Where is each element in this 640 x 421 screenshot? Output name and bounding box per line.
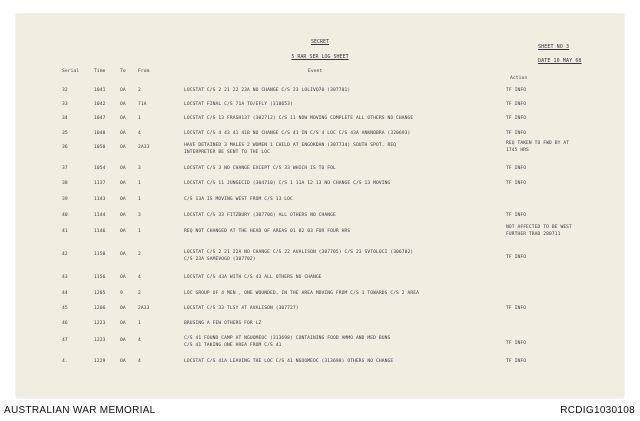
entry-time: 1042 (94, 102, 106, 107)
entry-time: 1206 (94, 306, 106, 311)
entry-event-line: INTERPRETER BE SENT TO THE LOC (184, 150, 270, 155)
col-from: From (138, 69, 150, 74)
entry-serial: 33 (62, 102, 68, 107)
entry-serial: 36 (62, 145, 68, 150)
col-event: Event (308, 69, 323, 74)
entry-from: 1 (138, 181, 141, 186)
entry-from: 3 (138, 213, 141, 218)
entry-to: OA (120, 252, 126, 257)
col-time: Time (94, 69, 106, 74)
document-sheet (16, 14, 624, 398)
sheet-number: SHEET NO 3 (538, 44, 570, 50)
entry-from: 3 (138, 166, 141, 171)
entry-to: OA (120, 213, 126, 218)
entry-serial: 47 (62, 338, 68, 343)
entry-time: 1229 (94, 359, 106, 364)
entry-serial: 45 (62, 306, 68, 311)
entry-event-line: LOC GROUP OF 4 MEN , ONE WOUNDED, IN THE AREA MOVING FROM C/S 1 TOWARDS C/S 2 AREA (184, 291, 419, 296)
entry-event-line: HAVE DETAINED 3 MALES 2 WOMEN 1 CHILD AT ENGOKDAN (307734) SOUTH SPOT. REQ (184, 143, 397, 148)
entry-to: OA (120, 275, 126, 280)
log-sheet-title: 5 RAR SER LOG SHEET (291, 54, 349, 60)
entry-action-line: NOT AFFECTED TO BE WEST (506, 225, 572, 230)
entry-event-line: C/S 13A IS MOVING WEST FROM C/S 13 LOC (184, 197, 293, 202)
entry-time: 1223 (94, 338, 106, 343)
archive-name: AUSTRALIAN WAR MEMORIAL (4, 405, 156, 416)
entry-event-line: REQ NOT CHANGED AT THE HEAD OF AREAS 01 02 03 FOR FOUR HRS (184, 229, 351, 234)
entry-to: OA (120, 306, 126, 311)
entry-serial: 34 (62, 116, 68, 121)
entry-event-line: C/S 41 FOUND CAMP AT NGUOMEOC (313698) CONTAINING FOOD AMMO AND MED BUNS (184, 336, 391, 341)
entry-to: OA (120, 229, 126, 234)
entry-from: 4 (138, 275, 141, 280)
entry-event-line: LOCSTAT C/S 33 TLSY AT AVALISON (307727) (184, 306, 299, 311)
entry-time: 1146 (94, 229, 106, 234)
entry-event-line: LOCSTAT FINAL C/S 71A TO/EFLY (318653) (184, 102, 293, 107)
entry-serial: 46 (62, 321, 68, 326)
entry-serial: 44 (62, 291, 68, 296)
entry-to: OA (120, 321, 126, 326)
entry-time: 1047 (94, 116, 106, 121)
entry-from: 1 (138, 116, 141, 121)
entry-from: 2 (138, 291, 141, 296)
entry-time: 1223 (94, 321, 106, 326)
entry-from: 71A (138, 102, 147, 107)
entry-time: 1143 (94, 197, 106, 202)
entry-time: 1137 (94, 181, 106, 186)
classification-heading: SECRET (310, 39, 330, 45)
entry-serial: 40 (62, 213, 68, 218)
entry-action-line: TF INFO (506, 359, 527, 364)
entry-event-line: LOCSTAT C/S 13 FRASH137 (302712) C/S 11 NOW MOVING COMPLETE ALL OTHERS NO CHANGE (184, 116, 414, 121)
entry-to: OA (120, 166, 126, 171)
entry-event-line: C/S 23A SAMEVOGO (307702) (184, 257, 256, 262)
entry-from: 2 (138, 252, 141, 257)
entry-event-line: LOCSTAT C/S 2 21 22A NO CHANGE C/S 22 AVALISON (307705) C/S 23 SVTOLOCI (306702) (184, 250, 414, 255)
entry-event-line: LOCSTAT C/S 4 43 41 41B NO CHANGE C/S 41 IN C/S 4 LOC C/S 43A ANKNOBRA (320693) (184, 131, 411, 136)
entry-event-line: C/S 41 TAKING ONE AREA FROM C/S 41 (184, 343, 282, 348)
entry-event-line: BRUSING A FEW OTHERS FOR LZ (184, 321, 262, 326)
entry-event-line: LOCSTAT C/S 11 JUNGECID (304710) C/S 1 11A 12 13 NO CHANGE C/S 13 MOVING (184, 181, 391, 186)
col-to: To (120, 69, 126, 74)
entry-from: 2A33 (138, 306, 150, 311)
entry-event-line: LOCSTAT C/S 33 FITZBURY (307706) ALL OTHERS NO CHANGE (184, 213, 336, 218)
entry-action-line: TF INFO (506, 341, 527, 346)
entry-to: OA (120, 197, 126, 202)
entry-to: OA (120, 338, 126, 343)
entry-to: 9 (120, 291, 123, 296)
entry-serial: 4. (62, 359, 68, 364)
entry-time: 1050 (94, 145, 106, 150)
entry-time: 1048 (94, 131, 106, 136)
entry-action-line: TF INFO (506, 116, 527, 121)
entry-serial: 39 (62, 197, 68, 202)
entry-to: OA (120, 88, 126, 93)
entry-serial: 43 (62, 275, 68, 280)
entry-to: OA (120, 145, 126, 150)
entry-time: 1150 (94, 252, 106, 257)
entry-time: 1205 (94, 291, 106, 296)
entry-event-line: LOCSTAT C/S 2 21 22 23A NO CHANGE C/S 23 LOLIVQ70 (307701) (184, 88, 351, 93)
entry-from: 4 (138, 338, 141, 343)
entry-time: 1144 (94, 213, 106, 218)
entry-time: 1156 (94, 275, 106, 280)
entry-action-line: TF INFO (506, 88, 527, 93)
entry-from: 2 (138, 88, 141, 93)
entry-from: 4 (138, 359, 141, 364)
entry-action-line: TF INFO (506, 306, 527, 311)
entry-from: 1 (138, 229, 141, 234)
entry-action-line: REQ TAKEN TO FWD BY AT (506, 141, 570, 146)
entry-action-line: FURTHER TRAD 280711 (506, 232, 561, 237)
archive-footer (0, 401, 640, 421)
col-serial: Serial (62, 69, 80, 74)
entry-to: OA (120, 102, 126, 107)
entry-action-line: TF INFO (506, 166, 527, 171)
entry-action-line: TF INFO (506, 213, 527, 218)
entry-from: 1 (138, 321, 141, 326)
entry-time: 1041 (94, 88, 106, 93)
entry-action-line: TF INFO (506, 181, 527, 186)
entry-serial: 42 (62, 252, 68, 257)
entry-to: OA (120, 116, 126, 121)
entry-to: OA (120, 131, 126, 136)
entry-action-line: TF INFO (506, 131, 527, 136)
entry-from: 1 (138, 197, 141, 202)
entry-serial: 35 (62, 131, 68, 136)
sheet-date: DATE 10 MAY 68 (538, 58, 582, 64)
entry-action-line: 1745 HRS (506, 148, 529, 153)
archive-reference: RCDIG1030108 (560, 405, 635, 416)
entry-serial: 41 (62, 229, 68, 234)
col-action: Action (510, 76, 528, 81)
entry-from: 4 (138, 131, 141, 136)
entry-action-line: TF INFO (506, 255, 527, 260)
entry-to: OA (120, 181, 126, 186)
entry-to: OA (120, 359, 126, 364)
entry-action-line: TF INFO (506, 102, 527, 107)
entry-event-line: LOCSTAT C/S 43A WITH C/S 43 ALL OTHERS NO CHANGE (184, 275, 322, 280)
entry-from: 2A33 (138, 145, 150, 150)
entry-time: 1054 (94, 166, 106, 171)
entry-serial: 37 (62, 166, 68, 171)
entry-serial: 32 (62, 88, 68, 93)
entry-event-line: LOCSTAT C/S 3 NO CHANGE EXCEPT C/S 33 WHICH IS TO FOL (184, 166, 336, 171)
entry-event-line: LOCSTAT C/S 41A LEAVING THE LOC C/S 41 NGUOMEOC (313698) OTHERS NO CHANGE (184, 359, 394, 364)
entry-serial: 38 (62, 181, 68, 186)
